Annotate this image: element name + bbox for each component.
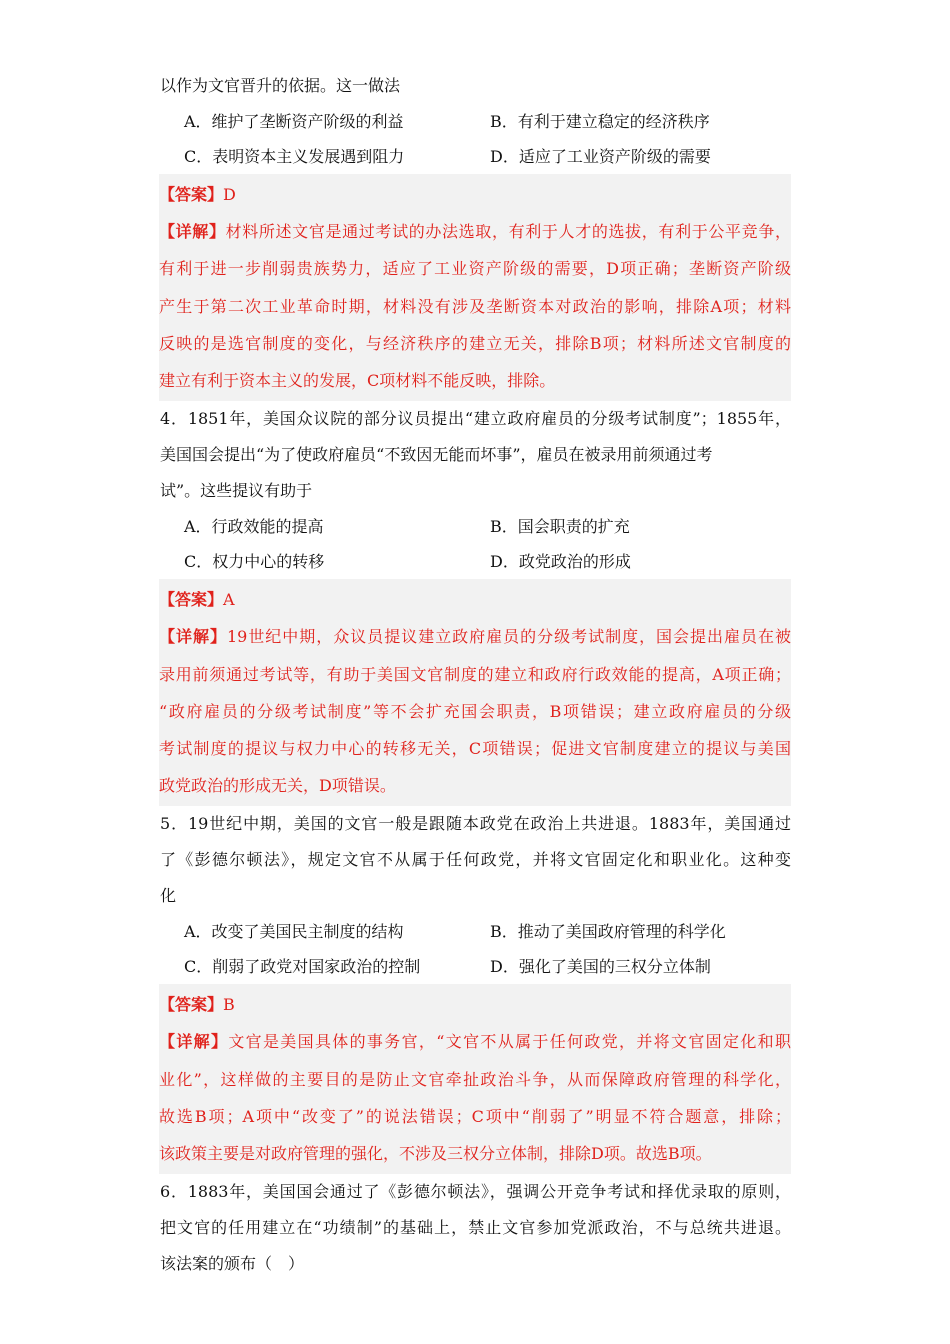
q5-detail-line-1 (159, 1023, 791, 1060)
q4-detail-line-1 (159, 618, 791, 655)
q3-option-c: C．表明资本主义发展遇到阻力 (184, 147, 405, 166)
q3-detail-line-5: 建立有利于资本主义的发展，C项材料不能反映，排除。 (159, 370, 556, 390)
q5-answer-block (159, 984, 791, 1174)
q4-stem-line-3: 试”。这些提议有助于 (160, 481, 313, 501)
q3-detail-line-4: 反映的是选官制度的变化，与经济秩序的建立无关，排除B项；材料所述文官制度的 (159, 333, 791, 353)
q3-option-a: A．维护了垄断资产阶级的利益 (184, 112, 404, 131)
q4-option-c: C．权力中心的转移 (184, 552, 325, 572)
q5-detail-line-2: 业化”，这样做的主要目的是防止文官牵扯政治斗争，从而保障政府管理的科学化， (159, 1069, 791, 1089)
q5-stem-line-2: 了《彭德尔顿法》，规定文官不从属于任何政党，并将文官固定化和职业化。这种变 (160, 850, 791, 870)
q6-stem-line-1: 6．1883年，美国国会通过了《彭德尔顿法》，强调公开竞争考试和择优录取的原则， (160, 1182, 791, 1202)
q4-option-b: B．国会职责的扩充 (490, 517, 630, 537)
q5-answer-line (159, 986, 791, 1023)
q5-detail-line-4: 该政策主要是对政府管理的强化，不涉及三权分立体制，排除D项。故选B项。 (159, 1144, 712, 1163)
q5-detail-line-3: 故选B项；A项中“改变了”的说法错误；C项中“削弱了”明显不符合题意，排除； (159, 1106, 791, 1126)
page-content (160, 68, 791, 1282)
q5-options-row-1 (160, 914, 791, 949)
q4-detail-line-2: 录用前须通过考试等，有助于美国文官制度的建立和政府行政效能的提高，A项正确； (159, 664, 791, 684)
q4-detail-line-4: 考试制度的提议与权力中心的转移无关，C项错误；促进文官制度建立的提议与美国 (159, 738, 791, 758)
q6-stem-line-2: 把文官的任用建立在“功绩制”的基础上，禁止文官参加党派政治，不与总统共进退。 (160, 1218, 791, 1238)
q4-option-a: A．行政效能的提高 (184, 517, 324, 537)
q3-detail-text-1: 材料所述文官是通过考试的办法选取，有利于人才的选拔，有利于公平竞争， (225, 222, 791, 242)
q5-option-c: C．削弱了政党对国家政治的控制 (184, 957, 421, 977)
q3-option-b: B．有利于建立稳定的经济秩序 (490, 112, 710, 131)
q4-answer: A (223, 590, 235, 610)
q3-detail-line-3: 产生于第二次工业革命时期，材料没有涉及垄断资本对政治的影响，排除A项；材料 (159, 296, 791, 316)
answer-label: 【答案】 (159, 185, 224, 204)
q5-option-a: A．改变了美国民主制度的结构 (184, 922, 404, 942)
q4-detail-text-1: 19世纪中期，众议员提议建立政府雇员的分级考试制度，国会提出雇员在被 (226, 627, 791, 647)
q3-detail-line-1 (159, 213, 791, 250)
q5-option-d: D．强化了美国的三权分立体制 (490, 957, 711, 977)
q3-option-d: D．适应了工业资产阶级的需要 (490, 147, 711, 166)
q3-detail-line-2: 有利于进一步削弱贵族势力，适应了工业资产阶级的需要，D项正确；垄断资产阶级 (159, 259, 791, 279)
q4-answer-block (159, 579, 791, 806)
q3-answer-block (159, 174, 791, 401)
q5-option-b: B．推动了美国政府管理的科学化 (490, 922, 726, 942)
answer-label: 【答案】 (159, 995, 224, 1015)
q4-answer-line (159, 581, 791, 618)
answer-label: 【答案】 (159, 590, 224, 610)
q6-stem-line-3: 该法案的颁布（ ） (160, 1254, 305, 1274)
q3-options-row-1 (160, 104, 791, 139)
detail-label: 【详解】 (159, 1032, 229, 1052)
q4-stem-line-2: 美国国会提出“为了使政府雇员“不致因无能而坏事”，雇员在被录用前须通过考 (160, 445, 713, 465)
q4-option-d: D．政党政治的形成 (490, 552, 631, 572)
q5-stem-line-3: 化 (160, 886, 177, 906)
q4-stem-line-1: 4．1851年，美国众议院的部分议员提出“建立政府雇员的分级考试制度”；1855年， (160, 409, 791, 429)
detail-label: 【详解】 (159, 627, 227, 647)
q3-answer-line (159, 176, 791, 213)
q3-answer: D (223, 185, 236, 204)
q5-stem-line-1: 5．19世纪中期，美国的文官一般是跟随本政党在政治上共进退。1883年，美国通过 (160, 814, 791, 834)
q3-stem-tail: 以作为文官晋升的依据。这一做法 (160, 76, 401, 95)
q5-answer: B (223, 995, 235, 1015)
q3-options-row-2 (160, 139, 791, 174)
q4-detail-line-5: 政党政治的形成无关，D项错误。 (159, 776, 396, 796)
q4-options-row-2 (160, 544, 791, 579)
detail-label: 【详解】 (159, 222, 226, 242)
q5-detail-text-1: 文官是美国具体的事务官，“文官不从属于任何政党，并将文官固定化和职 (228, 1032, 791, 1052)
q4-options-row-1 (160, 509, 791, 544)
q4-detail-line-3: “政府雇员的分级考试制度”等不会扩充国会职责，B项错误；建立政府雇员的分级 (159, 701, 791, 721)
q5-options-row-2 (160, 949, 791, 984)
